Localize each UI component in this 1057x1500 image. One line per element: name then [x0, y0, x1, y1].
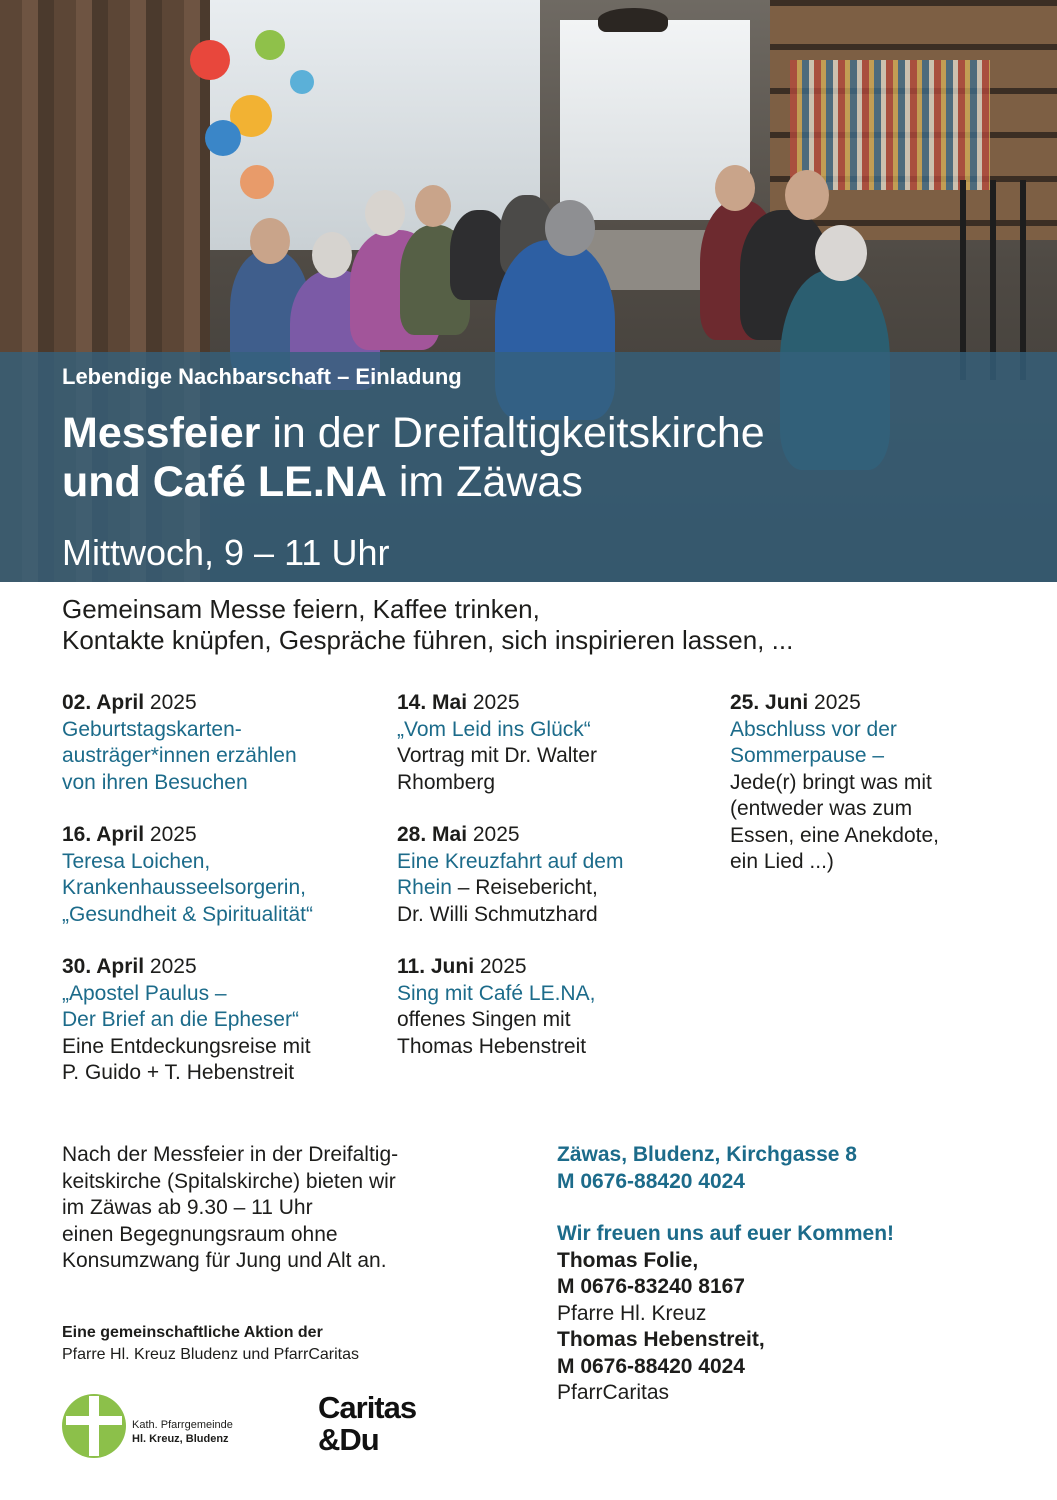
event-detail: – Reisebericht,: [451, 876, 598, 899]
event-topic-line: [397, 875, 697, 902]
event-item: [62, 822, 362, 928]
event-detail: ein Lied ...): [730, 850, 834, 873]
contact-org: PfarrCaritas: [557, 1381, 670, 1404]
event-item: [397, 954, 697, 1060]
title-rest: im Zäwas: [386, 458, 583, 506]
caritas-logo-line: &Du: [318, 1422, 379, 1457]
note-line: Konsumzwang für Jung und Alt an.: [62, 1249, 387, 1272]
event-year: 2025: [474, 955, 527, 978]
title-line-2: [62, 458, 765, 507]
event-detail: P. Guido + T. Hebenstreit: [62, 1061, 295, 1084]
pfarrgemeinde-logo-text: [132, 1418, 233, 1446]
decor-circle: [240, 165, 274, 199]
note-line: Nach der Messfeier in der Dreifaltig-: [62, 1143, 399, 1166]
organizers-text: Pfarre Hl. Kreuz Bludenz und PfarrCaritas: [62, 1346, 360, 1363]
person-head: [715, 165, 755, 211]
person-head: [545, 200, 595, 256]
note-line: im Zäwas ab 9.30 – 11 Uhr: [62, 1196, 313, 1219]
event-topic: Abschluss vor der: [730, 717, 897, 741]
event-topic: austräger*innen erzählen: [62, 744, 297, 767]
contact-name: Thomas Folie,: [557, 1248, 699, 1272]
event-topic: Eine Kreuzfahrt auf dem: [397, 849, 624, 873]
event-date: 02. April: [62, 691, 145, 714]
event-item: [730, 690, 1030, 876]
intro-line: Kontakte knüpfen, Gespräche führen, sich inspirieren lassen, ...: [62, 625, 794, 655]
logo-text-line: Hl. Kreuz, Bludenz: [132, 1433, 229, 1445]
event-detail: Dr. Willi Schmutzhard: [397, 902, 598, 926]
decor-circle: [255, 30, 285, 60]
title-rest: in der Dreifaltigkeitskirche: [260, 409, 765, 457]
decor-circle: [190, 40, 230, 80]
event-topic: „Apostel Paulus –: [62, 981, 227, 1005]
organizers-heading: Eine gemeinschaftliche Aktion der: [62, 1324, 323, 1341]
event-date: 30. April: [62, 955, 145, 978]
organizers-note: [62, 1322, 359, 1366]
event-item: [62, 954, 362, 1087]
event-detail: Thomas Hebenstreit: [397, 1034, 587, 1058]
kicker-text: Lebendige Nachbarschaft – Einladung: [62, 364, 462, 389]
title-line-1: [62, 409, 765, 458]
intro-text: [62, 594, 793, 656]
event-topic: Krankenhausseelsorgerin,: [62, 876, 306, 899]
event-date: 14. Mai: [397, 691, 468, 714]
event-year: 2025: [144, 823, 197, 846]
caritas-logo: [318, 1392, 416, 1456]
greeting-text: Wir freuen uns auf euer Kommen!: [557, 1222, 895, 1245]
contact-phone: M 0676-83240 8167: [557, 1275, 745, 1298]
event-year: 2025: [144, 955, 197, 978]
decor-circle: [205, 120, 241, 156]
event-detail: Jede(r) bringt was mit: [730, 770, 932, 794]
event-topic: Sing mit Café LE.NA,: [397, 981, 596, 1005]
person-head: [815, 225, 867, 281]
event-item: [397, 690, 697, 796]
events-column-3: [730, 690, 1030, 902]
person-head: [415, 185, 451, 227]
title-bold: Messfeier: [62, 409, 261, 457]
event-detail: Essen, eine Anekdote,: [730, 823, 939, 847]
event-topic: Der Brief an die Epheser“: [62, 1008, 299, 1031]
event-topic: Geburtstagskarten-: [62, 717, 242, 741]
event-detail: Vortrag mit Dr. Walter: [397, 744, 597, 767]
event-year: 2025: [808, 691, 861, 714]
event-year: 2025: [467, 691, 520, 714]
event-date: 16. April: [62, 823, 145, 846]
person-head: [312, 232, 352, 278]
events-column-2: [397, 690, 697, 1086]
barstool-graphic: [960, 180, 1050, 380]
venue-phone: M 0676-88420 4024: [557, 1169, 745, 1193]
logo-cross-horizontal: [66, 1416, 122, 1425]
event-date: 25. Juni: [730, 691, 809, 714]
person-head: [250, 218, 290, 264]
books-graphic: [790, 60, 990, 190]
caritas-logo-line: Caritas: [318, 1390, 417, 1425]
venue-address: Zäwas, Bludenz, Kirchgasse 8: [557, 1143, 857, 1166]
event-topic: „Vom Leid ins Glück“: [397, 717, 591, 741]
lamp-graphic: [598, 8, 668, 32]
contact-org: Pfarre Hl. Kreuz: [557, 1301, 707, 1325]
logo-cross-vertical: [89, 1396, 99, 1456]
event-topic: Teresa Loichen,: [62, 849, 211, 873]
note-line: einen Begegnungsraum ohne: [62, 1222, 338, 1246]
decor-circle: [290, 70, 314, 94]
note-line: keitskirche (Spitalskirche) bieten wir: [62, 1169, 396, 1193]
event-detail: offenes Singen mit: [397, 1008, 571, 1031]
event-item: [62, 690, 362, 796]
event-date: 11. Juni: [397, 955, 475, 978]
event-topic: von ihren Besuchen: [62, 770, 248, 794]
contact-phone: M 0676-88420 4024: [557, 1354, 745, 1378]
contact-block: [557, 1142, 894, 1407]
event-topic: Sommerpause –: [730, 744, 885, 767]
event-topic: Rhein: [397, 876, 452, 899]
event-detail: (entweder was zum: [730, 797, 913, 820]
intro-line: Gemeinsam Messe feiern, Kaffee trinken,: [62, 594, 540, 624]
event-detail: Eine Entdeckungsreise mit: [62, 1034, 311, 1058]
info-note: [62, 1142, 398, 1275]
contact-name: Thomas Hebenstreit,: [557, 1328, 765, 1351]
title-bold: und Café LE.NA: [62, 458, 387, 506]
event-time: Mittwoch, 9 – 11 Uhr: [62, 532, 390, 573]
event-detail: Rhomberg: [397, 770, 496, 794]
event-year: 2025: [144, 691, 197, 714]
person-head: [365, 190, 405, 236]
event-year: 2025: [467, 823, 520, 846]
event-date: 28. Mai: [397, 823, 468, 846]
event-item: [397, 822, 697, 928]
events-column-1: [62, 690, 362, 1113]
person-head: [785, 170, 829, 220]
event-topic: „Gesundheit & Spiritualität“: [62, 902, 313, 926]
page-title: [62, 409, 765, 507]
logo-text-line: Kath. Pfarrgemeinde: [132, 1419, 233, 1431]
